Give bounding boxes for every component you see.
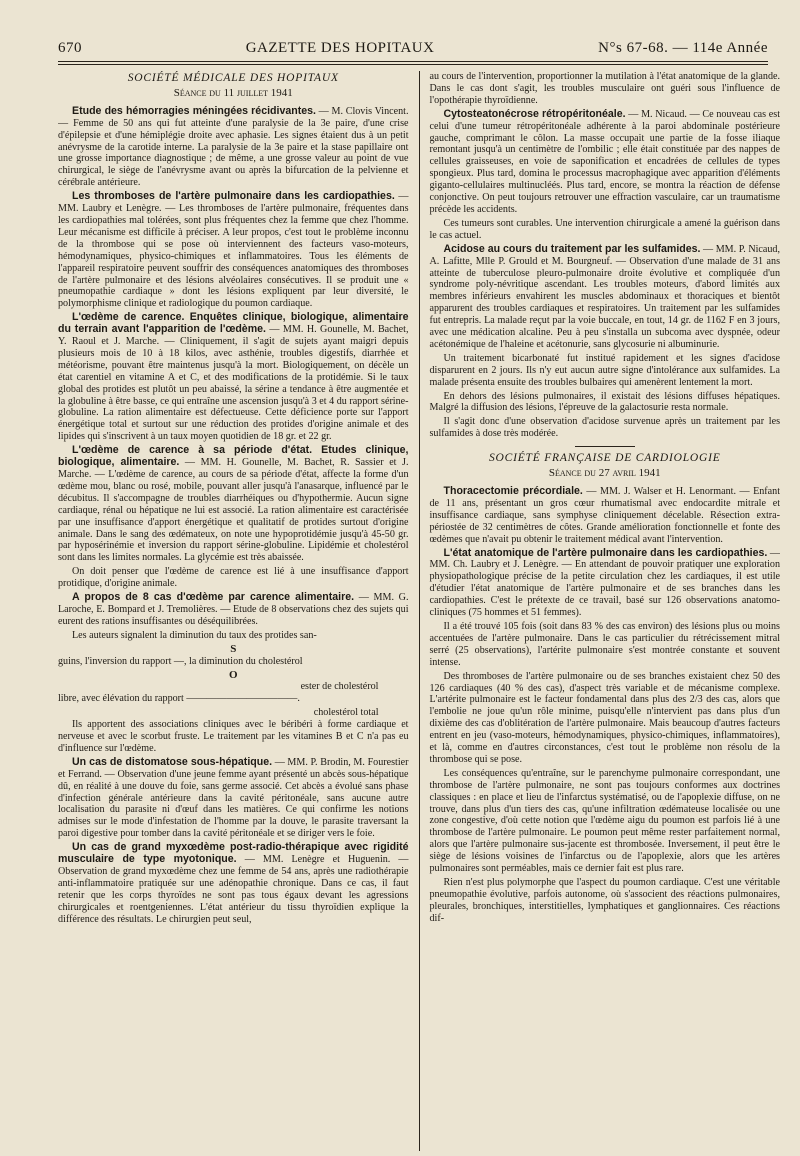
- article-hemorragies: [58, 106, 409, 189]
- section-divider: [575, 446, 635, 447]
- right-column: [419, 71, 781, 1151]
- article-title: Un cas de distomatose sous-hépatique.: [72, 755, 273, 768]
- article-title: A propos de 8 cas d'œdème par carence alimentaire.: [72, 591, 355, 604]
- society-heading: SOCIÉTÉ MÉDICALE DES HOPITAUX: [127, 72, 339, 84]
- article-acidose: [430, 244, 781, 351]
- article-title: Thoracectomie précordiale.: [443, 485, 583, 497]
- article-body: — MM. H. Gounelle, M. Bachet, R. Sassier et J. Marche. — L'œdème de carence, au cours de sa période d'état, affecte la forme d'un œdème mou, blanc ou rosé, mobile, pouvant aller jusqu'à l'anasarque, influencé par le décubitus. Il s'accompagne de troubles diarrhéiques ou d'hypothermie. Aucun signe cardiaque, rénal ou hépatique ne lui est associé. La ration alimentaire est caractérisée par une insuffisance d'apport énergétique et qualitatif de protides surtout d'origine animale. Dans le sang des œdémateux, on note une hypoprotidémie jusqu'à 45-50 gr. par hyposérinémie et inversion du rapport sérine-globuline. Lipidémie et cholestérol sont dans les limites normales. La glycémie est très abaissée.: [58, 457, 409, 564]
- paragraph: Un traitement bicarbonaté fut institué rapidement et les signes d'acidose disparurent en 2 jours. Ils n'y eut aucun autre signe d'intolérance aux sulfamides. La malade présenta ensuite des troubles bulbaires qui amenèrent lentement la mort.: [429, 352, 780, 388]
- article-body: — MM. P. Nicaud, A. Lafitte, Mlle P. Grould et M. Bourgneuf. — Observation d'une malade de 31 ans atteinte de tuberculose pleuro-pulmonaire droite évolutive et compliquée d'un syndrome poly-névritique ascendant. Les troubles moteurs, d'abord limités aux membres inférieurs envahirent les muscles abdominaux et thoraciques et bientôt apparurent des troubles cardiaques et respiratoires. Un traitement par les sulfamides fut entrepris. La malade reçut par la voie buccale, en tout, 14 gr. de 1162 F en 3 jours, avec une médication alcaline. Peu à peu s'installa un subcoma avec dyspnée, odeur acétonémique de l'haleine et acétonurie, sans glycosurie ni albuminurie.: [429, 243, 780, 350]
- article-oedeme-periode-etat: [58, 445, 409, 564]
- article-body: — M. Clovis Vincent. — Femme de 50 ans qui fut atteinte d'une paralysie de la 3e paire, d'une crise d'épilepsie et d'une hémiplégie droite avec aphasie. Les signes étaient dus à un petit anévrysme de la carotide interne. La paralysie de la 3e paire et la stase papillaire ont une grosse importance diagnostique ; de même, a une grosse valeur au point de vue chirurgical, le siège de l'anévrysme avant ou après la bifurcation de la pelvienne et cérébrale antérieure.: [58, 105, 409, 189]
- article-cytosteatonecrose: [430, 109, 781, 216]
- article-8-cas-oedeme: [58, 592, 409, 628]
- left-column: [58, 71, 409, 1151]
- paragraph: Rien n'est plus polymorphe que l'aspect du poumon cardiaque. C'est une véritable pneumopathie évolutive, parfois autonome, où s'associent des réactions pulmonaires, pleurales, bronchiques, interstitielles, lymphatiques et ganglionnaires. Ces réactions dif-: [429, 877, 780, 924]
- paragraph: Les conséquences qu'entraîne, sur le parenchyme pulmonaire correspondant, une thrombose de l'artère pulmonaire, ne sont pas toujours conformes aux doctrines classiques : en place et lieu de l'infarctus systématisé, ou de l'apoplexie diffuse, on ne trouve, dans plus d'un tiers des cas, qu'une infiltration œdémateuse localisée ou une zone congestive, d'où cette notion que l'œdème aigu du poumon est parfois lié à une thrombose de l'artère pulmonaire. Le poumon peut même rester parfaitement normal, alors que l'artère pulmonaire sus-jacente est thrombosée. Inversement, il peut être le siège de lésions voisines de l'infarctus ou de l'apoplexie, alors que les artères pulmonaires sont perméables, mais ce dernier fait est plus rare.: [429, 767, 780, 875]
- article-etat-anatomique: [430, 548, 781, 619]
- article-body: — MM. Lenègre et Huguenin. — Observation de grand myxœdème chez une femme de 54 ans, après une radiothérapie anti-inflammatoire pratiquée sur une adénopathie chronique. Dans ce cas, il faut retenir que les corps thyroïdes ne sont pas tous égaux devant les agressions chirurgicales et roentgeniennes. L'état antérieur du tissu thyroïdien explique la différence des résultats. Le chirurgien peut seul,: [58, 854, 409, 925]
- article-body: — MM. J. Walser et H. Lenormant. — Enfant de 11 ans, présentant un gros cœur rhumatismal avec endocardite mitrale et insuffisance cardiaque, sans symphyse cliniquement décelable. Résection extra-périostée de 32 centimètres de côtes. Grande amélioration fonctionnelle et fonte des œdèmes que n'avait pu obtenir le traitement médical avant l'intervention.: [429, 486, 780, 545]
- article-body: — MM. Ch. Laubry et J. Lenègre. — En attendant de pouvoir pratiquer une exploration physiopathologique précise de la petite circulation chez les cardiaques, il est utile d'étudier l'état anatomique de l'artère pulmonaire et de ses branches dans les cardiopathies. C'est le prétexte de ce travail, basé sur 126 observations anatomo-cliniques (75 hommes et 51 femmes).: [429, 547, 780, 619]
- formula-ester: ester de cholestérol: [300, 681, 379, 693]
- two-column-body: [58, 71, 780, 1151]
- paragraph: Ces tumeurs sont curables. Une intervention chirurgicale a amené la guérison dans le cas actuel.: [429, 217, 780, 241]
- article-title: Cytosteatonécrose rétropéritonéale.: [443, 107, 626, 120]
- formula-line: guins, l'inversion du rapport —, la diminution du cholestérol: [58, 655, 303, 667]
- paragraph: En dehors des lésions pulmonaires, il existait des lésions diffuses hépatiques. Malgré la diffusion des lésions, l'épreuve de la galactosurie resta normale.: [429, 390, 780, 414]
- issue-number: N°s 67-68. — 114e Année: [598, 40, 768, 56]
- formula-total: cholestérol total: [313, 707, 379, 719]
- paragraph: au cours de l'intervention, proportionner la mutilation à l'état anatomique de la glande. Dans le cas dont s'agit, les troubles musculaire ont guéri sous l'influence de l'opothérapie thyroïdienne.: [429, 71, 780, 106]
- session-date: Séance du 11 juillet 1941: [173, 86, 293, 99]
- society-heading: SOCIÉTÉ FRANÇAISE DE CARDIOLOGIE: [488, 452, 721, 465]
- article-distomatose: [58, 757, 409, 840]
- article-oedeme-carence-enquetes: [58, 312, 409, 443]
- paragraph: On doit penser que l'œdème de carence est lié à une insuffisance d'apport protidique, d'origine animale.: [58, 566, 409, 590]
- article-title: Les thromboses de l'artère pulmonaire dans les cardiopathies.: [72, 190, 395, 203]
- article-body: — M. Nicaud. — Ce nouveau cas est celui d'une tumeur rétropéritonéale adhérente à la paroi abdominale postérieure gauche, comprimant le côlon. La masse occupait une partie de la fosse iliaque remontant jusqu'à un centimètre de l'ombilic ; elle était constituée par des nappes de cellules graisseuses, en voie de saponification et encadrées de cellules de types spongieux. Plus tard, domina le processus macrophagique avec apparition d'éléments giganto-cellulaires multinucléés. Plus tard, encore, se montra la réaction de défense conjonctive. On peut toujours retrouver une effraction vasculaire, car un traumatisme précède les accidents.: [429, 108, 780, 215]
- formula-numerator: S: [230, 642, 237, 655]
- article-body: — MM. P. Brodin, M. Fourestier et Ferrand. — Observation d'une jeune femme ayant présenté un abcès sous-hépatique dû, en réalité à une douve du foie, sans germe associé. Cet abcès a évolué sans phase d'infection générale antérieure dans la cavité péritonéale, sans aucune autre localisation du parasite ni d'œuf dans les matières. Ce qui confirme les notions admises sur le mode d'infestation de l'homme par la douve, le parasite traversant la paroi digestive pour tomber dans la cavité péritonéale et se diriger vers le foie.: [58, 756, 409, 840]
- paragraph: Il a été trouvé 105 fois (soit dans 83 % des cas environ) des lésions plus ou moins accentuées de l'artère pulmonaire. Dans le cas particulier du rétrécissement mitral serré (25 observations), l'artérite pulmonaire s'est montrée constante et souvent intense.: [429, 620, 780, 668]
- article-title: L'œdème de carence à sa période d'état. Etudes clinique, biologique, alimentaire.: [58, 444, 409, 469]
- paragraph: Les auteurs signalent la diminution du taux des protides san-: [72, 629, 317, 641]
- article-myxoedeme: [58, 842, 409, 925]
- header-rule-thin: [58, 64, 768, 65]
- session-date: Séance du 27 avril 1941: [548, 467, 661, 480]
- page-number: 670: [58, 40, 82, 56]
- article-title: L'état anatomique de l'artère pulmonaire dans les cardiopathies.: [443, 546, 768, 559]
- article-body: — MM. G. Laroche, E. Bompard et J. Tremolières. — Etude de 8 observations chez des sujets qui eurent des rations insuffisantes ou déséquilibrées.: [58, 592, 409, 627]
- paragraph: Des thromboses de l'artère pulmonaire ou de ses branches existaient chez 50 des 126 cardiaques (40 % des cas), d'aspect très variable et de mécanisme complexe. L'artérite pulmonaire est le facteur fondamental dans plus des 2/3 des cas, alors que l'embolie ne joue qu'un rôle minime, puisqu'elle n'intervient pas dans plus d'un dixième des cas d'oblitération de l'artère pulmonaire. Mais beaucoup d'autres facteurs entrent en jeu (vaso-moteurs, hémodynamiques, physico-chimiques, inflammatoires), et là, comme en d'autres circonstances, c'est tout le problème non résolu de la thrombose qui se pose.: [429, 670, 780, 765]
- article-title: Un cas de grand myxœdème post-radio-thérapique avec rigidité musculaire de type myotonique.: [58, 841, 409, 866]
- article-title: Acidose au cours du traitement par les sulfamides.: [443, 242, 701, 255]
- journal-title: GAZETTE DES HOPITAUX: [245, 40, 435, 56]
- paragraph: Il s'agit donc d'une observation d'acidose survenue après un traitement par les sulfamides à dose très modérée.: [429, 416, 780, 440]
- formula-denominator: O: [228, 668, 238, 681]
- article-thoracectomie: [430, 486, 781, 546]
- formula-line: libre, avec élévation du rapport ———————————.: [58, 693, 300, 705]
- article-body: — MM. Laubry et Lenègre. — Les thromboses de l'artère pulmonaire, fréquentes dans les cardiopathies mal tolérées, sont plus fréquentes chez la femme que chez l'homme. Leur mécanisme est difficile à préciser. A leur propos, c'est tout le problème inconnu de la thrombose qui se pose où interviennent des facteurs vaso-moteurs, hémodynamiques, physico-chimiques et inflammatoires. Tous les éléments de l'appareil respiratoire peuvent souffrir des conséquences anatomiques des thromboses de l'artère pulmonaire et des lésions alvéolaires consécutives. Il se produit une « pneumopathie cardiaque » dont les lésions expliquent par leur diversité, le polymorphisme clinique et radiologique du poumon cardiaque.: [58, 191, 409, 310]
- article-thromboses: [58, 191, 409, 310]
- paragraph: Ils apportent des associations cliniques avec le béribéri à forme cardiaque et nerveuse et avec le scorbut fruste. Le traitement par les vitamines B et C n'a pas eu d'influence sur l'œdème.: [58, 719, 409, 754]
- running-header: [58, 40, 780, 57]
- article-title: Etude des hémorragies méningées récidivantes.: [72, 104, 316, 117]
- header-rule: [58, 61, 768, 62]
- article-body: — MM. H. Gounelle, M. Bachet, Y. Raoul et J. Marche. — Cliniquement, il s'agit de sujets ayant maigri depuis plusieurs mois de 10 à 18 kilos, avec asthénie, troubles digestifs, diarrhée et météorisme, pouvant être maintenus jusqu'à la mort. Biologiquement, on décèle un état carentiel en vitamine A et C, et des modifications de la protidémie. Si le taux global des protides est plutôt un peu abaissé, la sérine a tendance à être augmentée et la globuline à être basse, ce qui entraîne une ascension jusqu'à 3 et 4 du rapport sérine-globuline. La ration alimentaire est défectueuse. Cette déficience porte sur l'apport énergétique total et surtout sur une réduction des protides d'origine animale et des lipides qui s'inscrivent à un taux moyen quotidien de 18 gr. et 22 gr.: [58, 324, 409, 443]
- article-title: L'œdème de carence. Enquêtes clinique, biologique, alimentaire du terrain avant l'apparition de l'œdème.: [58, 311, 409, 336]
